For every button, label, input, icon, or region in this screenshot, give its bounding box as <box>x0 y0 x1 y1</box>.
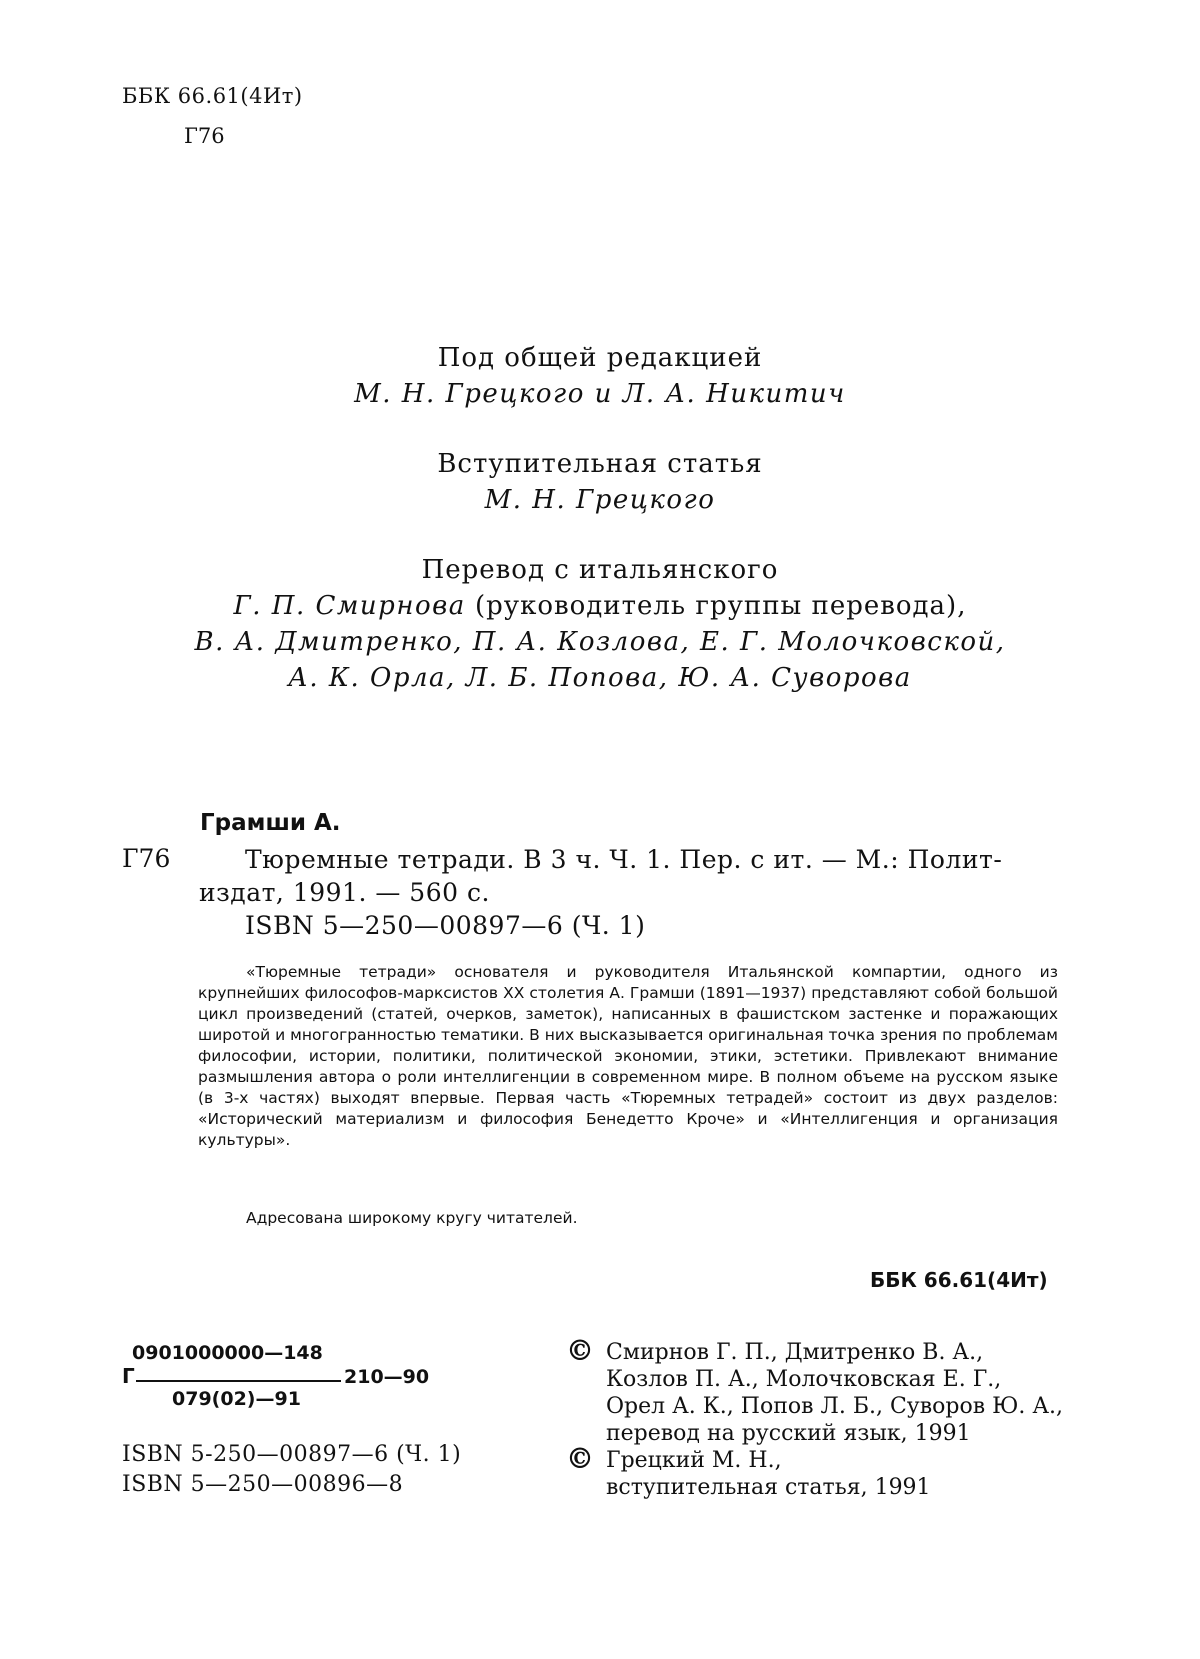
copyright-line: Грецкий М. Н., <box>606 1448 782 1473</box>
copyright-intro <box>566 1442 1106 1501</box>
isbn-set: ISBN 5—250—00896—8 <box>122 1472 404 1497</box>
formula-letter: Г <box>122 1364 135 1388</box>
isbn-part1: ISBN 5-250—00897—6 (Ч. 1) <box>122 1442 462 1467</box>
translators-line1 <box>0 588 1200 624</box>
biblio-line2: издат, 1991. — 560 с. <box>199 878 490 907</box>
annotation-text: «Тюремные тетради» основателя и руководителя Итальянской компартии, одного из крупнейших философов-марксистов XX столетия А. Грамши (1891—1937) представляют собой большой цикл произведений (статей, очерков, заметок), написанных в фашистском застенке и поражающих широтой и многогранностью тематики. В них высказывается оригинальная точка зрения по проблемам философии, истории, политики, политической экономии, этики, эстетики. Привлекают внимание размышления автора о роли интеллигенции в современном мире. В полном объеме на русском языке (в 3-х частях) выходят впервые. Первая часть «Тюремных тетрадей» состоит из двух разделов: «Исторический материализм и философия Бенедетто Кроче» и «Интеллигенция и организация культуры». <box>198 963 1058 1149</box>
translators-line2: В. А. Дмитренко, П. А. Козлова, Е. Г. Молочковской, <box>194 627 1006 657</box>
intro-author: М. Н. Грецкого <box>484 485 716 515</box>
copyright-translation <box>566 1334 1106 1447</box>
index-formula <box>122 1342 442 1422</box>
copyright-line: перевод на русский язык, 1991 <box>606 1421 971 1446</box>
translator-lead-role: (руководитель группы перевода), <box>475 591 967 621</box>
translator-lead-name: Г. П. Смирнова <box>233 591 466 621</box>
audience-note: Адресована широкому кругу читателей. <box>246 1209 578 1227</box>
copyright-line: вступительная статья, 1991 <box>606 1475 931 1500</box>
bbk-code-top: ББК 66.61(4Ит) <box>122 84 303 108</box>
editorship-label: Под общей редакцией <box>437 343 763 373</box>
formula-numerator: 0901000000—148 <box>132 1342 323 1364</box>
copyright-icon: © <box>566 1442 594 1475</box>
credits-block <box>0 340 1200 696</box>
isbn-list <box>122 1440 461 1500</box>
translation-label: Перевод с итальянского <box>421 555 779 585</box>
copyright-line: Козлов П. А., Молочковская Е. Г., <box>606 1367 1002 1392</box>
biblio-line1: Тюремные тетради. В 3 ч. Ч. 1. Пер. с ит. — М.: Полит- <box>245 845 1003 874</box>
formula-right: 210—90 <box>344 1366 430 1388</box>
copyright-icon: © <box>566 1334 594 1367</box>
translators-line3: А. К. Орла, Л. Б. Попова, Ю. А. Суворова <box>288 663 912 693</box>
copyright-line: Смирнов Г. П., Дмитренко В. А., <box>606 1340 984 1365</box>
copyright-block <box>566 1334 1106 1501</box>
biblio-isbn: ISBN 5—250—00897—6 (Ч. 1) <box>245 911 646 940</box>
author-sign-top: Г76 <box>184 124 225 148</box>
intro-label: Вступительная статья <box>437 449 763 479</box>
copyright-line: Орел А. К., Попов Л. Б., Суворов Ю. А., <box>606 1394 1063 1419</box>
formula-bar <box>136 1380 341 1382</box>
catalog-code: Г76 <box>122 844 171 873</box>
editors-names: М. Н. Грецкого и Л. А. Никитич <box>354 379 846 409</box>
catalog-author: Грамши А. <box>200 810 341 836</box>
bibliographic-description <box>199 843 1065 942</box>
formula-denominator: 079(02)—91 <box>172 1388 301 1410</box>
bbk-code-bottom: ББК 66.61(4Ит) <box>870 1268 1048 1292</box>
